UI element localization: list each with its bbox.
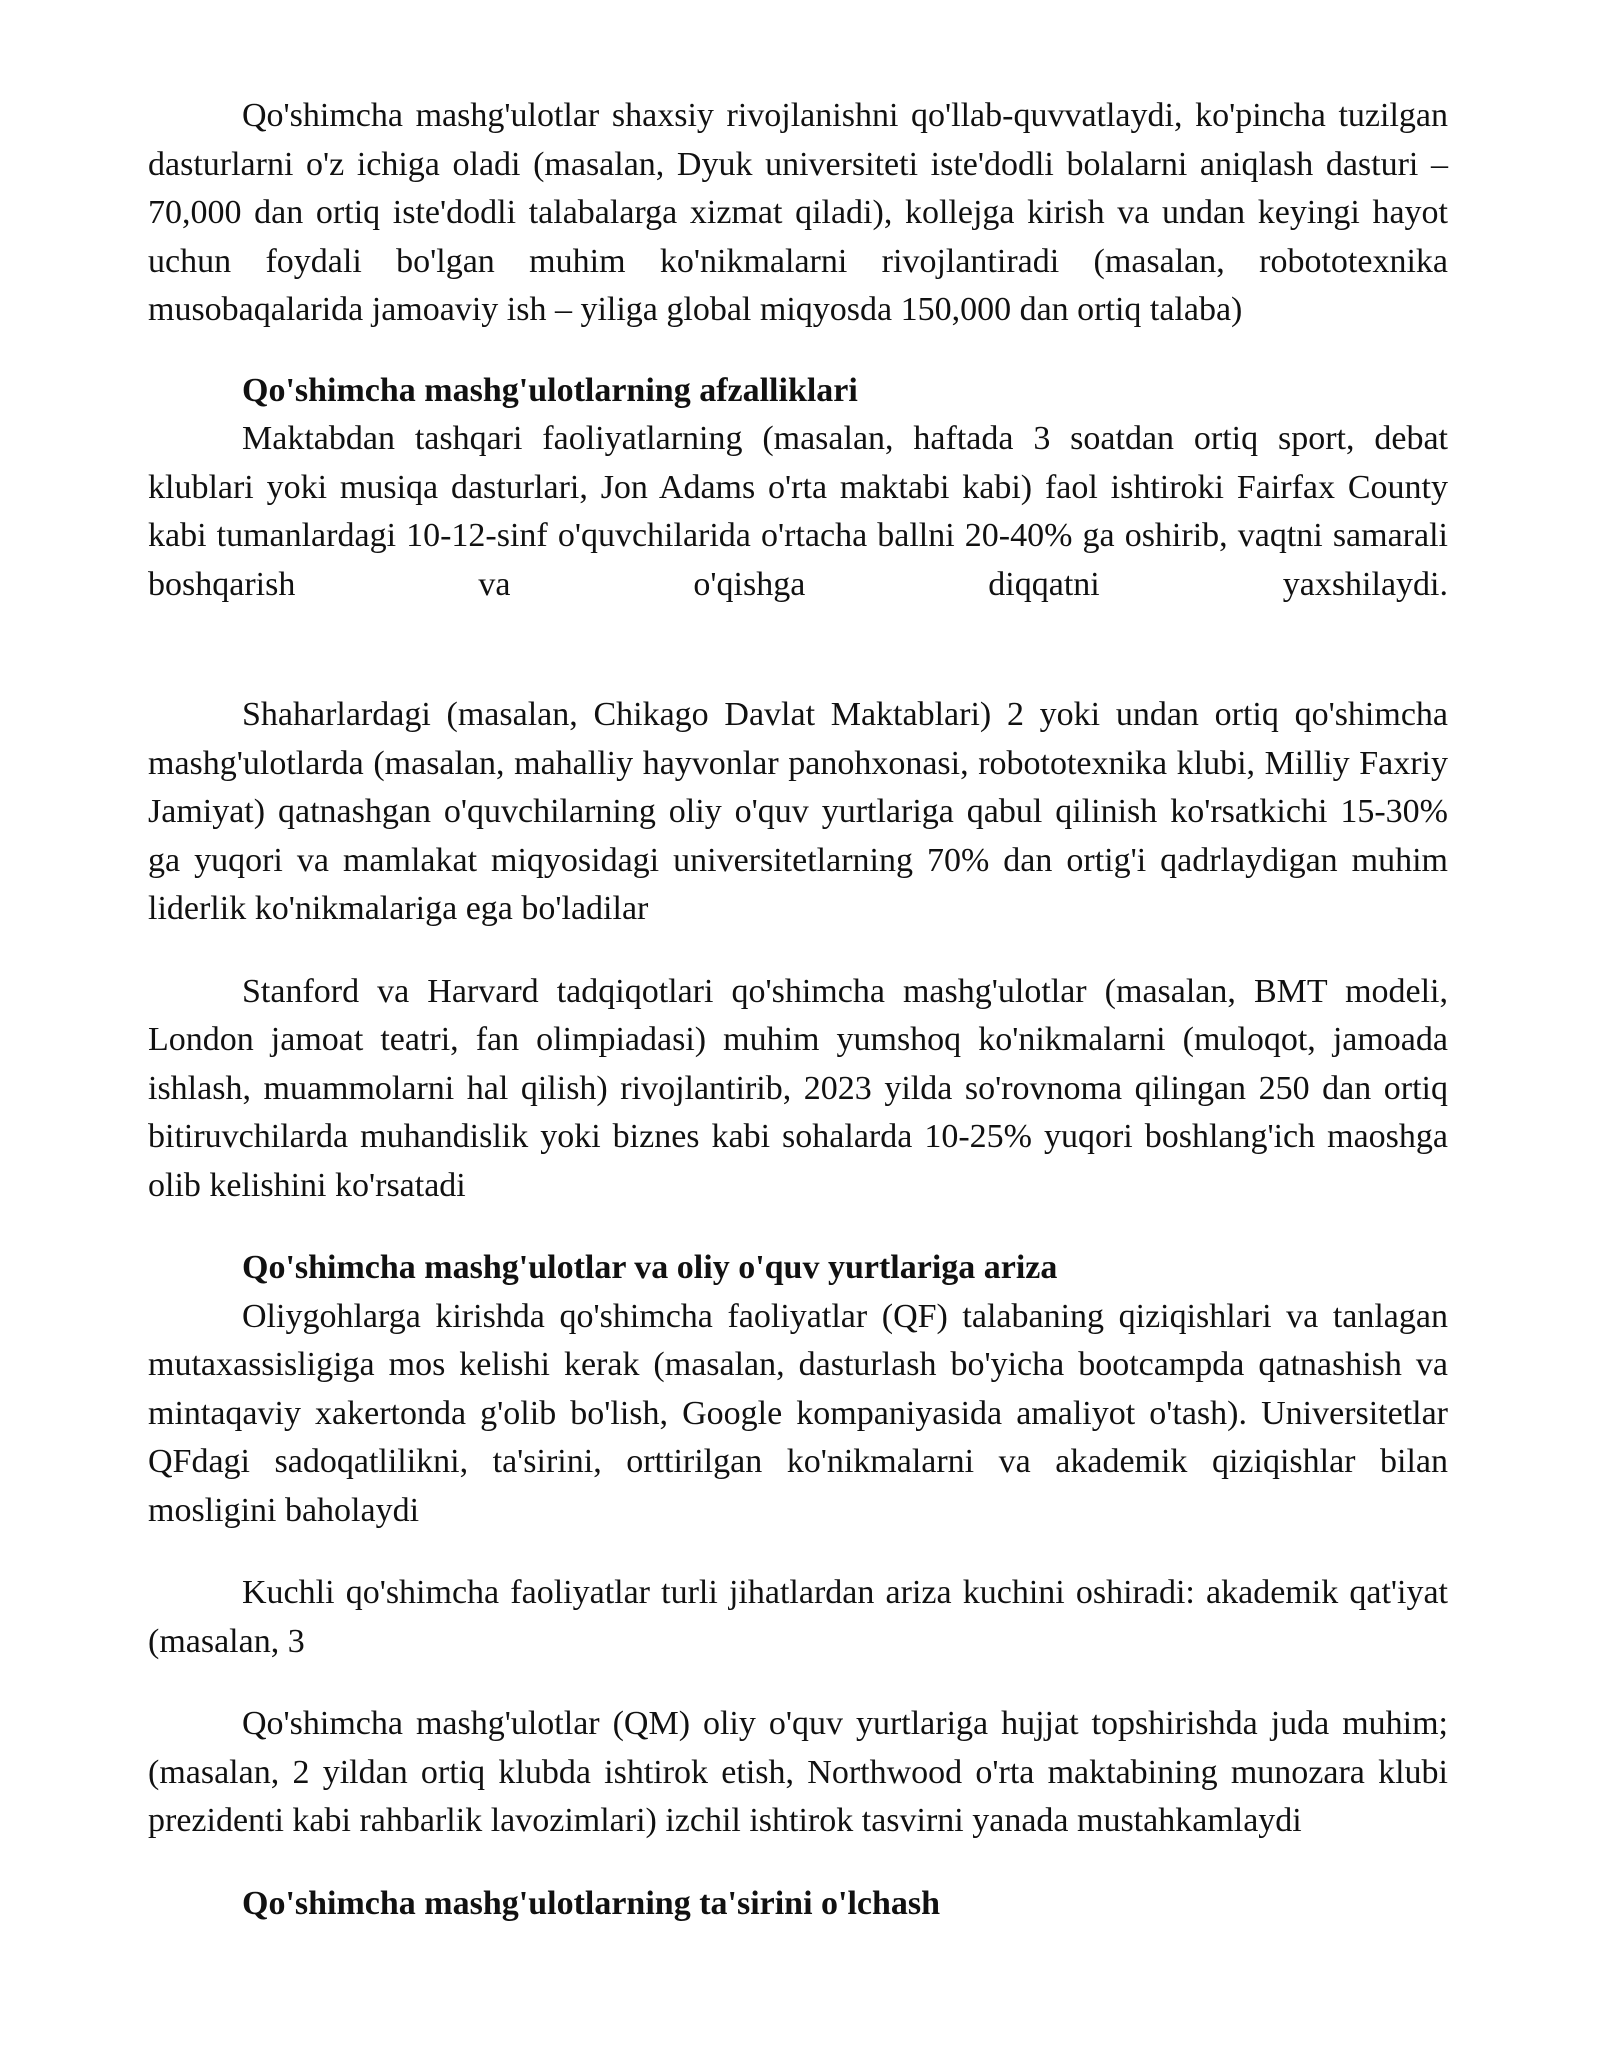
paragraph-applications-strength: Kuchli qo'shimcha faoliyatlar turli jihatlardan ariza kuchini oshiradi: akademik qat'iyat (masalan, 3 — [148, 1574, 1448, 1660]
paragraph-intro: Qo'shimcha mashg'ulotlar shaxsiy rivojlanishni qo'llab-quvvatlaydi, ko'pincha tuzilgan dasturlarni o'z ichiga oladi (masalan, Dyuk universiteti iste'dodli bolalarni aniqlash dasturi – 70,000 dan ortiq iste'dodli talabalarga xizmat qiladi), kollejga kirish va undan keyingi hayot uchun foydali bo'lgan muhim ko'nikmalarni rivojlantiradi (masalan, robototexnika musobaqalarida jamoaviy ish – yiliga global miqyosda 150,000 dan ortiq talaba) — [148, 97, 1448, 328]
paragraph-benefits-salary: Stanford va Harvard tadqiqotlari qo'shimcha mashg'ulotlar (masalan, BMT modeli, London jamoat teatri, fan olimpiadasi) muhim yumshoq ko'nikmalarni (muloqot, jamoada ishlash, muammolarni hal qilish) rivojlantirib, 2023 yilda so'rovnoma qilingan 250 dan ortiq bitiruvchilarda muhandislik yoki biznes kabi sohalarda 10-25% yuqori boshlang'ich maoshga olib kelishini ko'rsatadi — [148, 972, 1448, 1204]
paragraph-applications-consistency: Qo'shimcha mashg'ulotlar (QM) oliy o'quv yurtlariga hujjat topshirishda juda muhim; (masalan, 2 yildan ortiq klubda ishtirok etish, Northwood o'rta maktabining munozara klubi prezidenti kabi rahbarlik lavozimlari) izchil ishtirok tasvirni yanada mustahkamlaydi — [148, 1705, 1448, 1839]
paragraph-benefits-gpa: Maktabdan tashqari faoliyatlarning (masalan, haftada 3 soatdan ortiq sport, debat klublari yoki musiqa dasturlari, Jon Adams o'rta maktabi kabi) faol ishtiroki Fairfax County kabi tumanlardagi 10-12-sinf o'quvchilarida o'rtacha ballni 20-40% ga oshirib, vaqtni samarali boshqarish va o'qishga diqqatni yaxshilaydi. — [148, 420, 1448, 603]
document-page — [148, 92, 1448, 1928]
paragraph-benefits-admission: Shaharlardagi (masalan, Chikago Davlat Maktablari) 2 yoki undan ortiq qo'shimcha mashg'ulotlarda (masalan, mahalliy hayvonlar panohxonasi, robototexnika klubi, Milliy Faxriy Jamiyat) qatnashgan o'quvchilarning oliy o'quv yurtlariga qabul qilinish ko'rsatkichi 15-30% ga yuqori va mamlakat miqyosidagi universitetlarning 70% dan ortig'i qadrlaydigan muhim liderlik ko'nikmalariga ega bo'ladilar — [148, 696, 1448, 927]
heading-measuring-impact: Qo'shimcha mashg'ulotlarning ta'sirini o'lchash — [242, 1884, 941, 1922]
heading-applications: Qo'shimcha mashg'ulotlar va oliy o'quv yurtlariga ariza — [242, 1249, 1058, 1286]
heading-benefits: Qo'shimcha mashg'ulotlarning afzalliklari — [242, 371, 858, 409]
paragraph-applications-alignment: Oliygohlarga kirishda qo'shimcha faoliyatlar (QF) talabaning qiziqishlari va tanlagan mutaxassisligiga mos kelishi kerak (masalan, dasturlash bo'yicha bootcampda qatnashish va mintaqaviy xakertonda g'olib bo'lish, Google kompaniyasida amaliyot o'tash). Universitetlar QFdagi sadoqatlilikni, ta'sirini, orttirilgan ko'nikmalarni va akademik qiziqishlar bilan mosligini baholaydi — [148, 1297, 1448, 1529]
